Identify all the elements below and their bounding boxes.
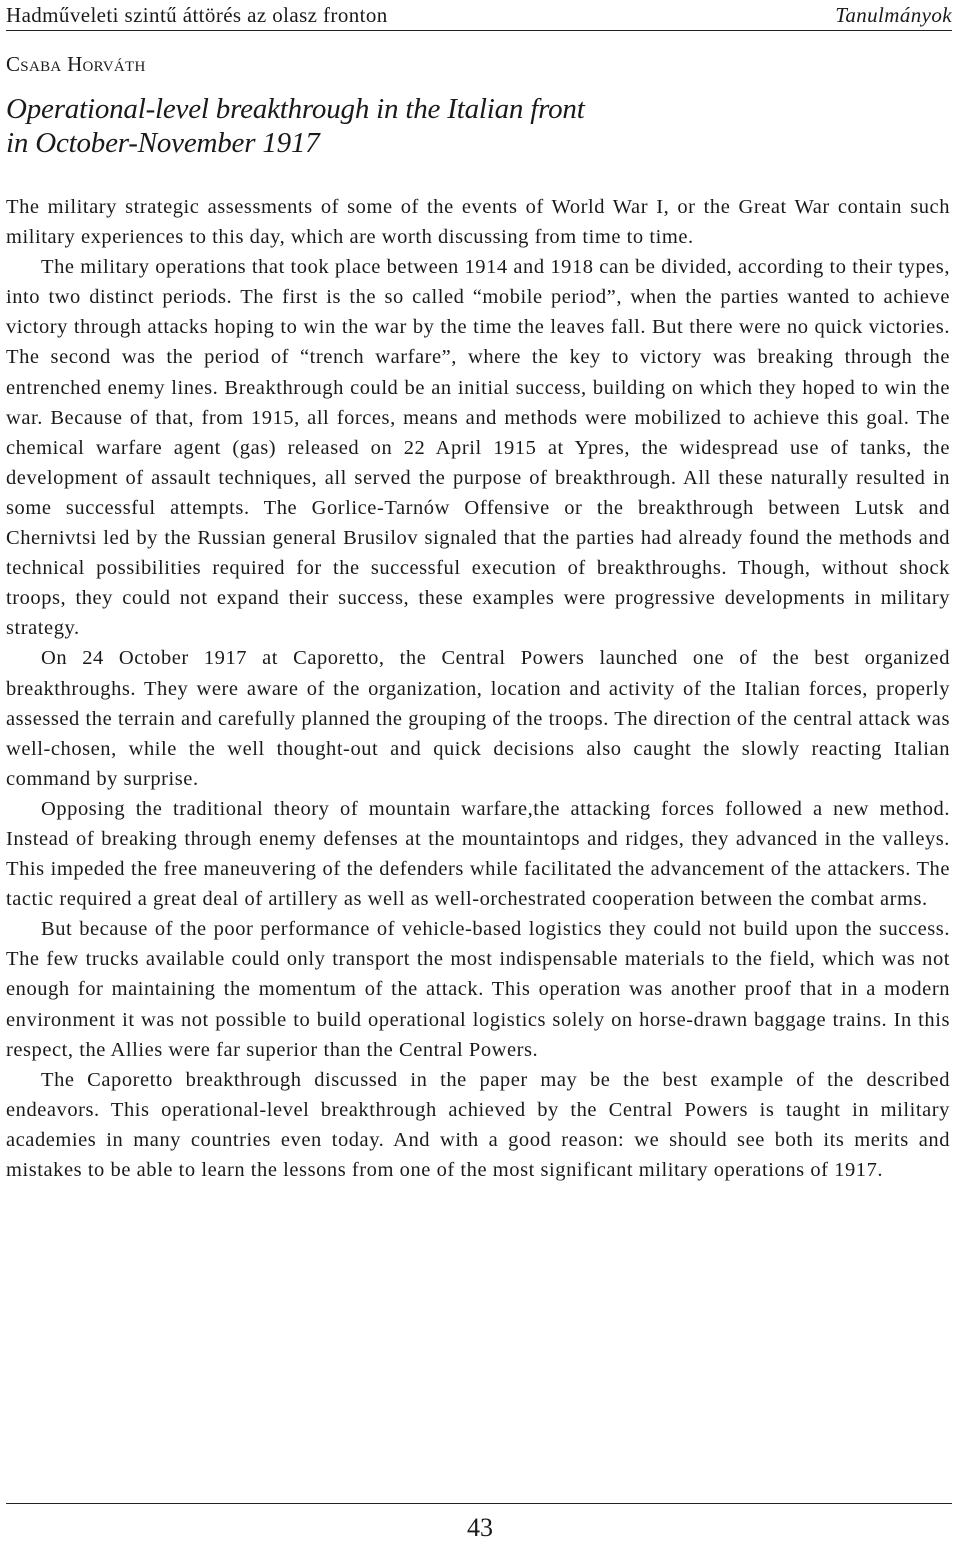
journal-title-hungarian: Hadműveleti szintű áttörés az olasz fronton bbox=[6, 3, 388, 27]
article-title-line-2: in October-November 1917 bbox=[6, 127, 320, 159]
author-name: Csaba Horváth bbox=[6, 52, 146, 76]
paragraph-1: The military strategic assessments of some of the events of World War I, or the Great War contain such military experiences to this day, which are worth discussing from time to time. bbox=[6, 196, 950, 249]
page-number: 43 bbox=[467, 1513, 493, 1542]
paragraph-6: The Caporetto breakthrough discussed in the paper may be the best example of the described endeavors. This operational-level breakthrough achieved by the Central Powers is taught in military academies in many countries even today. And with a good reason: we should see both its merits and mistakes to be able to learn the lessons from one of the most significant military operations of 1917. bbox=[6, 1068, 950, 1181]
paragraph-3: On 24 October 1917 at Caporetto, the Central Powers launched one of the best organized breakthroughs. They were aware of the organization, location and activity of the Italian forces, properly assessed the terrain and carefully planned the grouping of the troops. The direction of the central attack was well-chosen, while the well thought-out and quick decisions also caught the slowly reacting Italian command by surprise. bbox=[6, 647, 950, 790]
paragraph-2: The military operations that took place between 1914 and 1918 can be divided, according to their types, into two distinct periods. The first is the so called “mobile period”, when the parties wanted to achieve victory through attacks hoping to win the war by the time the leaves fall. But there were no quick victories. The second was the period of “trench warfare”, where the key to victory was breaking through the entrenched enemy lines. Breakthrough could be an initial success, building on which they hoped to win the war. Because of that, from 1915, all forces, means and methods were mobilized to achieve this goal. The chemical warfare agent (gas) released on 22 April 1915 at Ypres, the widespread use of tanks, the development of assault techniques, all served the purpose of breakthrough. All these naturally resulted in some successful attempts. The Gorlice-Tarnów Offensive or the breakthrough between Lutsk and Chernivtsi led by the Russian general Brusilov signaled that the parties had already found the methods and technical possibilities required for the successful execution of breakthroughs. Though, without shock troops, they could not expand their success, these examples were progressive developments in military strategy. bbox=[6, 256, 950, 640]
footer-rule bbox=[6, 1503, 952, 1504]
paragraph-5: But because of the poor performance of vehicle-based logistics they could not build upon the success. The few trucks available could only transport the most indispensable materials to the field, which was not enough for maintaining the momentum of the attack. This operation was another proof that in a modern environment it was not possible to build operational logistics solely on horse-drawn baggage trains. In this respect, the Allies were far superior than the Central Powers. bbox=[6, 918, 950, 1061]
article-body bbox=[6, 192, 950, 1185]
running-header bbox=[6, 0, 952, 31]
article-title-line-1: Operational-level breakthrough in the Italian front bbox=[6, 93, 585, 125]
paragraph-4: Opposing the traditional theory of mountain warfare,the attacking forces followed a new method. Instead of breaking through enemy defenses at the mountaintops and ridges, they advanced in the valleys. This impeded the free maneuvering of the defenders while facilitated the advancement of the attackers. The tactic required a great deal of artillery as well as well-orchestrated cooperation between the combat arms. bbox=[6, 797, 950, 911]
article-title bbox=[6, 92, 906, 160]
section-label: Tanulmányok bbox=[835, 3, 952, 27]
